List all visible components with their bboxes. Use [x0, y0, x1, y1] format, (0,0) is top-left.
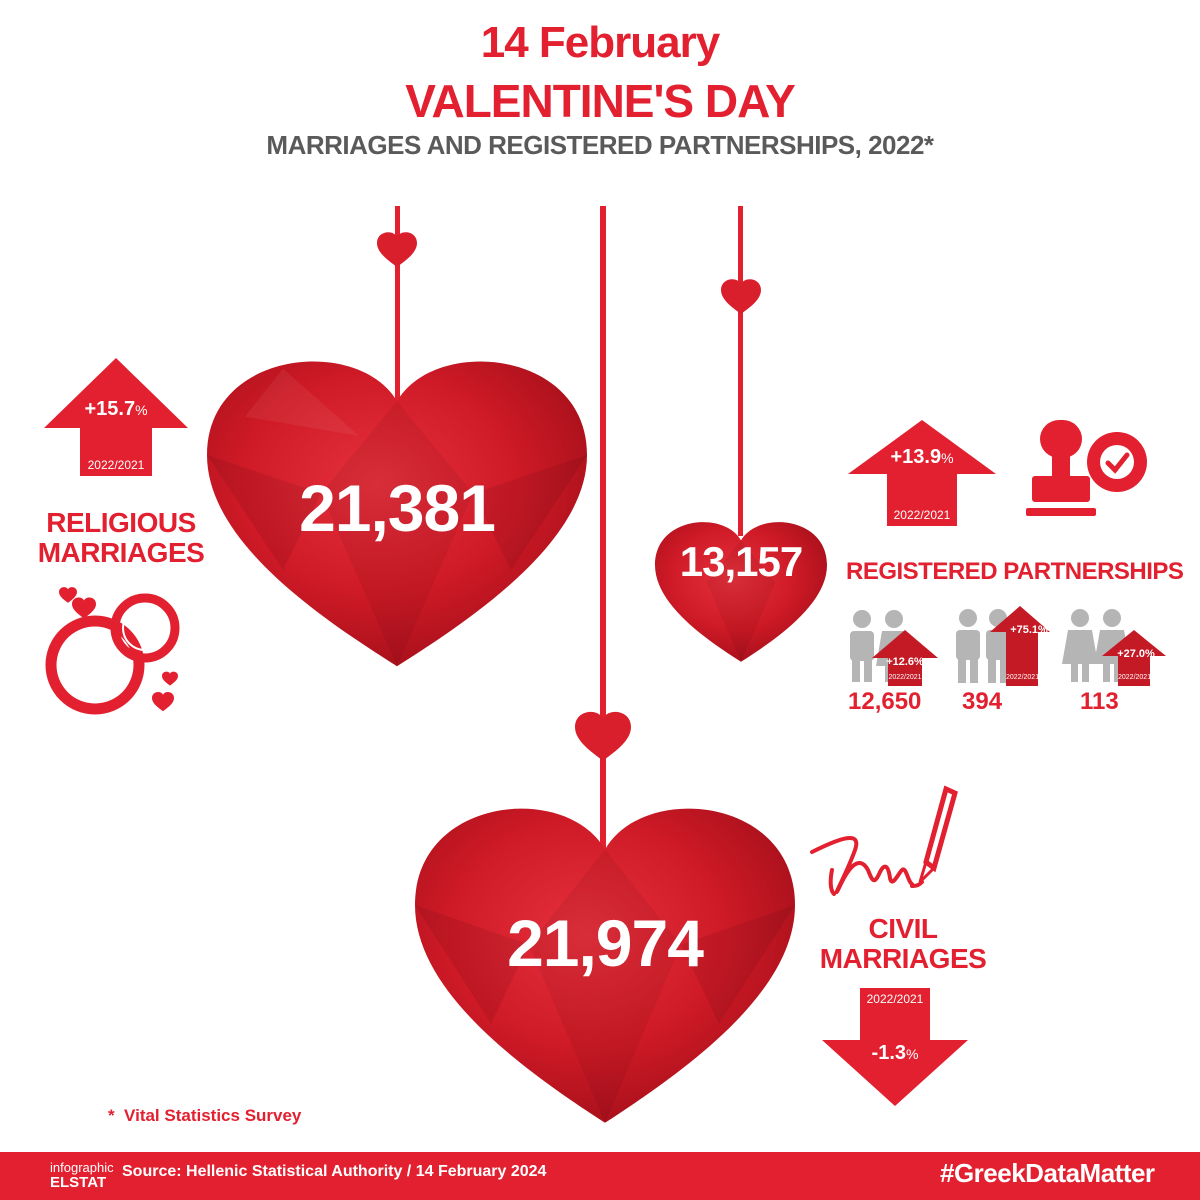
- breakdown-period-3: 2022/2021: [1118, 674, 1152, 681]
- breakdown-value-2: 394: [962, 688, 1003, 715]
- religious-label-line1: RELIGIOUS: [46, 507, 196, 538]
- small-heart-icon: [72, 598, 96, 619]
- partnership-string: [738, 206, 743, 536]
- stamp-icon: [1026, 420, 1096, 516]
- partnership-change-value: +13.9: [890, 446, 942, 468]
- breakdown-period-2: 2022/2021: [1006, 674, 1040, 681]
- breakdown-change-3: +27.0%: [1117, 648, 1155, 660]
- verified-badge-icon: [1087, 432, 1147, 492]
- religious-value: 21,381: [299, 471, 495, 545]
- civil-string: [600, 206, 606, 866]
- footnote: * Vital Statistics Survey: [108, 1106, 302, 1125]
- hashtag: #GreekDataMatter: [940, 1158, 1155, 1188]
- partnership-value: 13,157: [679, 538, 803, 585]
- breakdown-value-3: 113: [1080, 688, 1119, 715]
- religious-change-sign: %: [135, 402, 148, 418]
- religious-change-value: +15.7: [84, 398, 136, 420]
- breakdown-value-1: 12,650: [848, 688, 922, 715]
- partnership-period: 2022/2021: [893, 508, 951, 522]
- civil-change-sign: %: [906, 1046, 919, 1062]
- civil-label-line1: CIVIL: [868, 913, 938, 944]
- small-heart-icon: [162, 672, 178, 686]
- partnership-change: [848, 446, 996, 469]
- civil-change: [822, 1042, 968, 1065]
- civil-label-line2: MARRIAGES: [819, 943, 987, 974]
- small-heart-icon: [152, 692, 174, 711]
- two-men-couple-icon: [956, 609, 1010, 683]
- civil-label: [808, 914, 998, 974]
- religious-label-line2: MARRIAGES: [37, 537, 205, 568]
- header-date: 14 February: [480, 18, 720, 67]
- breakdown-period-1: 2022/2021: [888, 674, 922, 681]
- civil-period: 2022/2021: [866, 992, 924, 1006]
- small-heart-icon: [377, 232, 417, 267]
- small-heart-icon: [721, 279, 761, 314]
- signature-pen-icon: [812, 789, 955, 894]
- header-title: VALENTINE'S DAY: [405, 75, 795, 127]
- partnership-change-sign: %: [941, 450, 954, 466]
- breakdown-change-1: +12.6%: [886, 656, 924, 668]
- partnership-label: REGISTERED PARTNERSHIPS: [846, 558, 1184, 585]
- source-text: Source: Hellenic Statistical Authority / 14 February 2024: [122, 1163, 547, 1180]
- civil-change-value: -1.3: [871, 1042, 906, 1064]
- small-heart-icon: [575, 712, 631, 761]
- civil-value: 21,974: [507, 906, 703, 980]
- religious-label: [36, 508, 206, 568]
- brand-small: infographic: [50, 1160, 114, 1175]
- brand-name: ELSTAT: [50, 1174, 107, 1191]
- religious-change: [44, 398, 188, 421]
- breakdown-change-2: +75.1%: [1010, 624, 1048, 636]
- header-subtitle: MARRIAGES AND REGISTERED PARTNERSHIPS, 2022*: [266, 130, 934, 160]
- religious-period: 2022/2021: [87, 458, 145, 472]
